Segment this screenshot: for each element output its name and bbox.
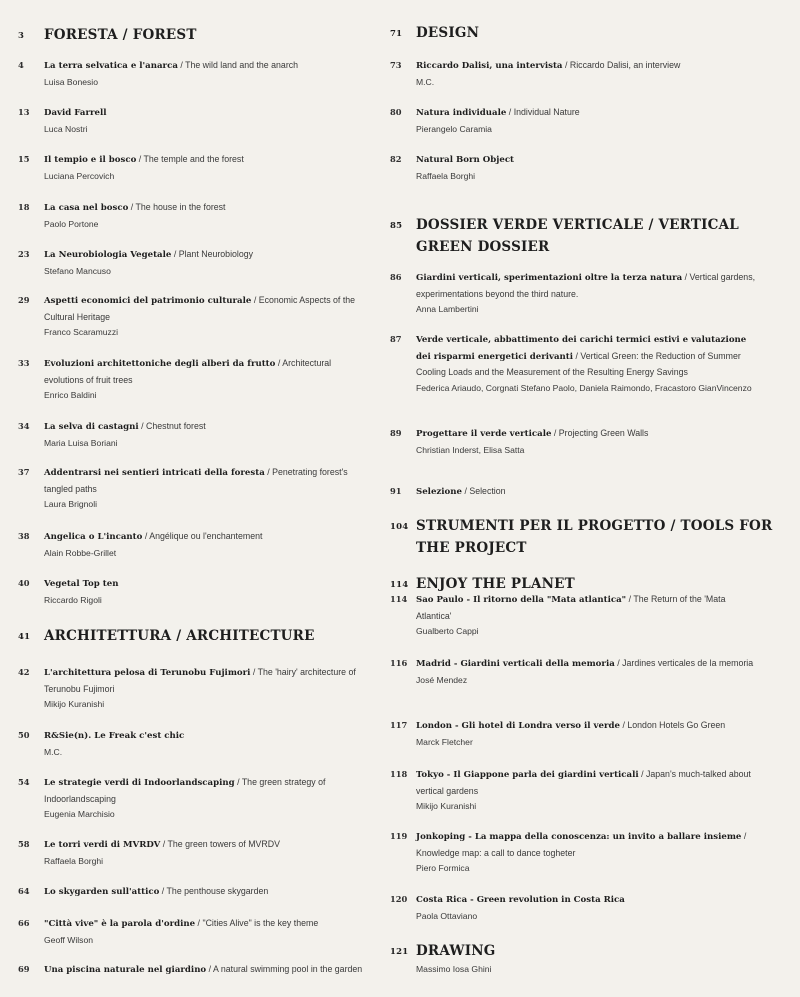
entry-page-number: 15 — [18, 154, 30, 164]
section-title: FORESTA / FOREST — [44, 27, 197, 43]
entry-page-number: 54 — [18, 777, 30, 787]
section-page-number: 3 — [18, 31, 25, 41]
entry-title-line — [18, 884, 363, 901]
entry-author: Stefano Mancuso — [44, 265, 111, 276]
entry-page-number: 40 — [18, 578, 30, 588]
entry-title-english: The green strategy of Indoorlandscaping — [44, 777, 326, 804]
entry-author: Raffaela Borghi — [416, 170, 476, 181]
entry-title-english: Architectural evolutions of fruit trees — [44, 358, 332, 385]
entry-title-english: Plant Neurobiology — [178, 249, 254, 259]
entry-title-english: Individual Nature — [513, 107, 580, 117]
entry-title-italian: Evoluzioni architettoniche degli alberi da frutto — [44, 359, 276, 369]
entry-title-italian: London - Gli hotel di Londra verso il verde — [416, 721, 621, 731]
entry-title-italian: Sao Paulo - Il ritorno della "Mata atlantica" — [416, 595, 627, 605]
entry-page-number: 117 — [390, 720, 408, 730]
title-separator: / — [234, 777, 242, 787]
entry-page-number: 23 — [18, 249, 30, 259]
entry-title-english: The Return of the 'Mata Atlantica' — [416, 594, 726, 621]
title-separator: / — [741, 831, 747, 841]
entry-page-number: 118 — [390, 769, 408, 779]
entry-author: Gualberto Cappi — [416, 626, 479, 636]
entry-author: Luciana Percovich — [44, 170, 115, 181]
entry-title-italian: Vegetal Top ten — [44, 579, 119, 589]
entry-author: Raffaela Borghi — [44, 855, 104, 866]
toc-entry[interactable] — [18, 962, 363, 979]
entry-page-number: 119 — [390, 831, 408, 841]
entry-author: M.C. — [416, 76, 435, 87]
entry-page-number: 80 — [390, 107, 402, 117]
entry-title-line — [18, 105, 363, 122]
title-separator: / — [264, 467, 273, 477]
toc-entry[interactable] — [18, 105, 363, 137]
toc-entry[interactable] — [390, 829, 760, 877]
entry-author: Mikijo Kuranishi — [416, 801, 477, 811]
section-page-number: 121 — [390, 947, 409, 957]
entry-author: Pierangelo Caramia — [416, 123, 492, 134]
section-title: ARCHITETTURA / ARCHITECTURE — [44, 628, 315, 644]
entry-page-number: 18 — [18, 202, 30, 212]
entry-page-number: 91 — [390, 486, 402, 496]
entry-page-number: 37 — [18, 467, 30, 477]
entry-page-number: 82 — [390, 154, 402, 164]
entry-title-line — [390, 484, 760, 501]
entry-title-english: Penetrating forest's tangled paths — [44, 467, 348, 494]
entry-title-line — [390, 718, 760, 735]
entry-title-line — [18, 665, 363, 697]
entry-title-line — [390, 152, 760, 169]
title-separator: / — [195, 918, 203, 928]
entry-author: Alain Robbe-Grillet — [44, 547, 117, 558]
entry-page-number: 87 — [390, 334, 402, 344]
entry-page-number: 69 — [18, 964, 30, 974]
section-heading — [390, 515, 775, 559]
entry-title-italian: Verde verticale, abbattimento dei carichi termici estivi e valutazione dei risparmi energetici derivanti — [416, 335, 747, 362]
entry-title-english: Angélique ou l'enchantement — [149, 531, 263, 541]
entry-page-number: 13 — [18, 107, 30, 117]
entry-title-italian: Le strategie verdi di Indoorlandscaping — [44, 778, 235, 788]
entry-author: Eugenia Marchisio — [44, 809, 115, 819]
entry-page-number: 64 — [18, 886, 30, 896]
entry-title-line — [18, 152, 363, 169]
entry-title-italian: Jonkoping - La mappa della conoscenza: un invito a ballare insieme — [416, 832, 742, 842]
section-heading — [390, 940, 775, 962]
title-separator: / — [626, 594, 634, 604]
entry-title-english: Selection — [469, 486, 506, 496]
toc-entry[interactable] — [18, 200, 363, 232]
entry-title-line — [18, 576, 363, 593]
title-separator: / — [614, 658, 623, 668]
entry-page-number: 73 — [390, 60, 402, 70]
toc-entry[interactable] — [18, 529, 363, 561]
toc-entry[interactable] — [18, 837, 363, 869]
entry-title-line — [18, 465, 363, 497]
entry-title-line — [390, 332, 760, 381]
title-separator: / — [136, 154, 144, 164]
entry-author: Enrico Baldini — [44, 390, 97, 400]
section-title: DRAWING — [416, 943, 496, 959]
entry-title-english: "Cities Alive" is the key theme — [202, 918, 319, 928]
toc-entry[interactable] — [18, 884, 363, 901]
entry-title-english: The green towers of MVRDV — [167, 839, 280, 849]
title-separator: / — [159, 886, 167, 896]
title-separator: / — [682, 272, 690, 282]
entry-title-italian: Madrid - Giardini verticali della memoria — [416, 659, 615, 669]
title-separator: / — [251, 295, 259, 305]
toc-entry[interactable] — [18, 58, 363, 90]
entry-page-number: 86 — [390, 272, 402, 282]
title-separator: / — [506, 107, 514, 117]
entry-title-english: The wild land and the anarch — [185, 60, 299, 70]
title-separator: / — [573, 350, 581, 361]
entry-author: José Mendez — [416, 674, 468, 685]
entry-title-line — [18, 58, 363, 75]
title-separator: / — [462, 486, 470, 496]
entry-title-italian: Natura individuale — [416, 108, 507, 118]
toc-entry[interactable] — [390, 892, 760, 924]
entry-title-italian: Angelica o L'incanto — [44, 532, 143, 542]
title-separator: / — [250, 667, 258, 677]
entry-title-italian: La terra selvatica e l'anarca — [44, 61, 178, 71]
title-separator: / — [638, 769, 646, 779]
toc-entry[interactable] — [18, 665, 363, 713]
entry-title-italian: Progettare il verde verticale — [416, 429, 552, 439]
title-separator: / — [128, 202, 136, 212]
entry-title-english: Economic Aspects of the Cultural Heritage — [44, 295, 356, 322]
section-page-number: 114 — [390, 580, 409, 590]
toc-entry[interactable] — [18, 728, 363, 760]
section-title: ENJOY THE PLANET — [416, 576, 575, 592]
title-separator: / — [551, 428, 559, 438]
toc-entry[interactable] — [18, 916, 363, 948]
entry-title-line — [390, 656, 760, 673]
entry-title-line — [390, 426, 760, 443]
entry-title-italian: Natural Born Object — [416, 155, 515, 165]
entry-title-english: The house in the forest — [135, 202, 226, 212]
entry-author: Maria Luisa Boriani — [44, 437, 118, 448]
entry-author: Anna Lambertini — [416, 304, 479, 314]
entry-title-italian: Riccardo Dalisi, una intervista — [416, 61, 563, 71]
entry-title-line — [390, 105, 760, 122]
entry-title-line — [390, 829, 760, 861]
toc-entry[interactable] — [390, 58, 760, 90]
entry-title-english: The temple and the forest — [143, 154, 244, 164]
toc-entry[interactable] — [18, 775, 363, 823]
entry-page-number: 33 — [18, 358, 30, 368]
entry-author: Marck Fletcher — [416, 736, 473, 747]
entry-title-line — [390, 892, 760, 909]
entry-page-number: 66 — [18, 918, 30, 928]
entry-page-number: 4 — [18, 60, 24, 70]
toc-entry[interactable] — [18, 465, 363, 513]
entry-title-english: The penthouse skygarden — [166, 886, 269, 896]
toc-entry[interactable] — [390, 332, 760, 396]
title-separator: / — [138, 421, 147, 431]
toc-entry[interactable] — [390, 656, 760, 688]
section-title: DOSSIER VERDE VERTICALE / VERTICAL GREEN DOSSIER — [416, 217, 739, 255]
section-title: STRUMENTI PER IL PROGETTO / TOOLS FOR THE PROJECT — [416, 518, 773, 556]
entry-title-italian: La casa nel bosco — [44, 203, 129, 213]
entry-author: Paola Ottaviano — [416, 910, 478, 921]
entry-page-number: 89 — [390, 428, 402, 438]
entry-title-line — [18, 728, 363, 745]
entry-title-line — [18, 419, 363, 436]
section-page-number: 71 — [390, 29, 403, 39]
entry-title-line — [18, 916, 363, 933]
entry-title-italian: Aspetti economici del patrimonio culturale — [44, 296, 252, 306]
toc-entry[interactable] — [18, 247, 363, 279]
section-page-number: 104 — [390, 522, 409, 532]
entry-title-english: Japan's much-talked about vertical gardens — [416, 769, 751, 796]
toc-entry[interactable] — [18, 152, 363, 184]
toc-entry[interactable] — [390, 270, 760, 318]
entry-author: M.C. — [44, 746, 63, 757]
section-page-number: 85 — [390, 221, 403, 231]
toc-entry[interactable] — [390, 152, 760, 184]
entry-title-english: Jardines verticales de la memoria — [622, 658, 754, 668]
entry-title-italian: Addentrarsi nei sentieri intricati della foresta — [44, 468, 265, 478]
entry-author: Luisa Bonesio — [44, 76, 98, 87]
entry-title-italian: Il tempio e il bosco — [44, 155, 137, 165]
entry-title-italian: Selezione — [416, 487, 462, 497]
entry-author: Geoff Wilson — [44, 934, 94, 945]
entry-title-line — [390, 270, 760, 302]
entry-title-line — [390, 767, 760, 799]
entry-title-english: Riccardo Dalisi, an interview — [569, 60, 681, 70]
entry-author: Paolo Portone — [44, 218, 99, 229]
title-separator: / — [206, 964, 214, 974]
toc-entry[interactable] — [18, 356, 363, 404]
entry-author: Luca Nostri — [44, 123, 88, 134]
section-heading — [390, 22, 775, 44]
toc-entry[interactable] — [18, 576, 363, 608]
entry-title-english: Chestnut forest — [146, 421, 206, 431]
section-heading — [18, 24, 368, 46]
entry-title-italian: La selva di castagni — [44, 422, 139, 432]
toc-entry[interactable] — [390, 484, 760, 501]
entry-title-italian: L'architettura pelosa di Terunobu Fujimori — [44, 668, 251, 678]
entry-page-number: 58 — [18, 839, 30, 849]
entry-author: Mikijo Kuranishi — [44, 699, 105, 709]
entry-author: Christian Inderst, Elisa Satta — [416, 444, 525, 455]
toc-entry[interactable] — [390, 962, 760, 978]
entry-title-italian: Costa Rica - Green revolution in Costa Rica — [416, 895, 625, 905]
entry-author: Federica Ariaudo, Corgnati Stefano Paolo, Daniela Raimondo, Fracastoro GianVincenzo — [416, 382, 752, 393]
entry-author: Laura Brignoli — [44, 499, 98, 509]
section-heading — [390, 214, 775, 258]
title-separator: / — [171, 249, 179, 259]
entry-title-italian: R&Sie(n). Le Freak c'est chic — [44, 731, 185, 741]
title-separator: / — [177, 60, 186, 70]
entry-title-italian: "Città vive" è la parola d'ordine — [44, 919, 196, 929]
title-separator: / — [275, 358, 283, 368]
entry-title-line — [18, 293, 363, 325]
entry-title-english: Vertical gardens, experimentations beyond the third nature. — [416, 272, 756, 299]
title-separator: / — [620, 720, 628, 730]
entry-author: Riccardo Rigoli — [44, 594, 102, 605]
entry-title-line — [390, 58, 760, 75]
title-separator: / — [562, 60, 570, 70]
toc-entry[interactable] — [390, 105, 760, 137]
entry-page-number: 50 — [18, 730, 30, 740]
entry-title-italian: La Neurobiologia Vegetale — [44, 250, 172, 260]
entry-title-line — [18, 200, 363, 217]
toc-entry[interactable] — [18, 419, 363, 451]
title-separator: / — [160, 839, 168, 849]
entry-page-number: 116 — [390, 658, 408, 668]
entry-title-english: The 'hairy' architecture of Terunobu Fujimori — [44, 667, 356, 694]
toc-entry[interactable] — [390, 718, 760, 750]
entry-title-english: London Hotels Go Green — [627, 720, 726, 730]
entry-title-italian: Giardini verticali, sperimentazioni oltre la terza natura — [416, 273, 683, 283]
entry-title-line — [18, 837, 363, 854]
toc-entry[interactable] — [18, 293, 363, 341]
entry-title-italian: Tokyo - Il Giappone parla dei giardini verticali — [416, 770, 639, 780]
entry-author: Franco Scaramuzzi — [44, 327, 119, 337]
entry-page-number: 114 — [390, 594, 408, 604]
entry-page-number: 34 — [18, 421, 30, 431]
entry-title-english: Vertical Green: the Reduction of Summer Cooling Loads and the Measurement of the Resulting Energy Savings — [416, 350, 741, 377]
entry-title-line — [18, 247, 363, 264]
entry-title-line — [18, 356, 363, 388]
entry-page-number: 42 — [18, 667, 30, 677]
entry-page-number: 120 — [390, 894, 408, 904]
entry-title-italian: David Farrell — [44, 108, 107, 118]
entry-page-number: 38 — [18, 531, 30, 541]
section-page-number: 41 — [18, 632, 31, 642]
toc-entry[interactable] — [390, 592, 760, 640]
entry-title-italian: Una piscina naturale nel giardino — [44, 965, 207, 975]
entry-author: Piero Formica — [416, 863, 470, 873]
entry-title-line — [18, 529, 363, 546]
toc-entry[interactable] — [390, 426, 760, 458]
entry-page-number: 29 — [18, 295, 30, 305]
entry-title-line — [390, 592, 760, 624]
entry-title-line — [18, 775, 363, 807]
entry-title-italian: Lo skygarden sull'attico — [44, 887, 160, 897]
entry-author: Massimo Iosa Ghini — [416, 964, 492, 974]
section-title: DESIGN — [416, 25, 480, 41]
entry-title-italian: Le torri verdi di MVRDV — [44, 840, 161, 850]
entry-title-line — [18, 962, 363, 979]
entry-title-english: Projecting Green Walls — [558, 428, 649, 438]
entry-title-english: Knowledge map: a call to dance togheter — [416, 847, 576, 858]
section-heading — [18, 625, 368, 647]
entry-title-english: A natural swimming pool in the garden — [213, 964, 363, 974]
title-separator: / — [142, 531, 150, 541]
toc-entry[interactable] — [390, 767, 760, 815]
